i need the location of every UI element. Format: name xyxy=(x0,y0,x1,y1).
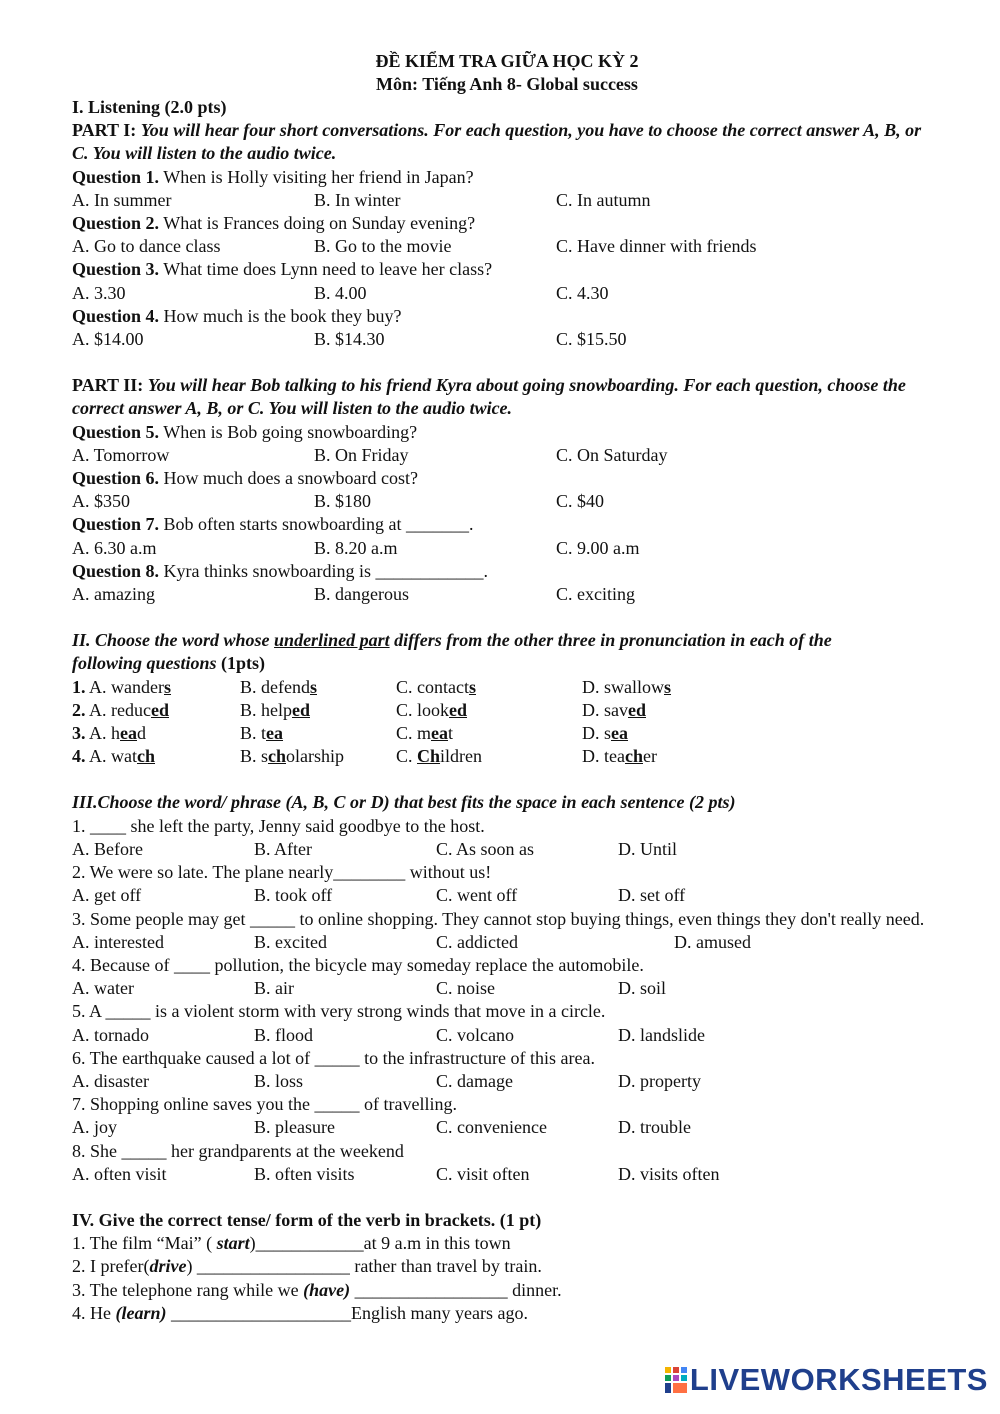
pronunciation-row xyxy=(72,745,942,768)
option-d[interactable]: D. soil xyxy=(618,978,667,999)
option-c[interactable]: C. addicted xyxy=(436,931,518,952)
option-b[interactable]: B. 8.20 a.m xyxy=(314,537,398,558)
option-c[interactable]: C. visit often xyxy=(436,1163,530,1184)
option-b[interactable]: B. $180 xyxy=(314,491,372,512)
option-c[interactable]: C. 9.00 a.m xyxy=(556,537,640,558)
option-a[interactable]: 2. A. reduced xyxy=(72,699,169,720)
option-a[interactable]: A. $350 xyxy=(72,491,130,512)
logo-text: LIVEWORKSHEETS xyxy=(689,1362,988,1397)
option-c[interactable]: C. convenience xyxy=(436,1117,547,1138)
vocab-question-2: 2. We were so late. The plane nearly________ without us! xyxy=(72,862,492,883)
verb-item-1: 1. The film “Mai” ( start)____________at 9 a.m in this town xyxy=(72,1233,511,1254)
question-6: Question 6. How much does a snowboard cost? xyxy=(72,468,418,489)
option-a[interactable]: A. $14.00 xyxy=(72,329,144,350)
answer-blank[interactable]: )____________at 9 a.m in this town xyxy=(249,1233,511,1254)
option-b[interactable]: B. On Friday xyxy=(314,444,409,465)
option-c[interactable]: C. In autumn xyxy=(556,189,651,210)
option-b[interactable]: B. flood xyxy=(254,1024,314,1045)
option-b[interactable]: B. took off xyxy=(254,885,333,906)
option-c[interactable]: C. On Saturday xyxy=(556,444,668,465)
option-a[interactable]: A. Go to dance class xyxy=(72,236,221,257)
option-a[interactable]: A. joy xyxy=(72,1117,117,1138)
pronunciation-row xyxy=(72,676,942,699)
option-a[interactable]: A. amazing xyxy=(72,584,155,605)
vocab-question-1: 1. ____ she left the party, Jenny said goodbye to the host. xyxy=(72,815,485,836)
worksheet xyxy=(72,50,942,1325)
option-a[interactable]: A. disaster xyxy=(72,1070,149,1091)
verb-item-4: 4. He (learn) ____________________English many years ago. xyxy=(72,1302,528,1323)
page-title: ĐỀ KIỂM TRA GIỮA HỌC KỲ 2 xyxy=(375,51,639,71)
option-d[interactable]: D. saved xyxy=(582,699,646,720)
verb-item-3: 3. The telephone rang while we (have) _________________ dinner. xyxy=(72,1279,562,1300)
spacer xyxy=(72,1186,942,1209)
vocab-question-1-options xyxy=(72,838,942,861)
option-d[interactable]: D. amused xyxy=(674,931,751,952)
part1-instruction: PART I: You will hear four short conversations. For each question, you have to choose the correct answer A, B, or C. You will listen to the audio twice. xyxy=(72,120,922,164)
option-c[interactable]: C. As soon as xyxy=(436,838,535,859)
vocab-question-8: 8. She _____ her grandparents at the weekend xyxy=(72,1140,404,1161)
option-a[interactable]: A. In summer xyxy=(72,189,172,210)
option-c[interactable]: C. contacts xyxy=(396,676,476,697)
vocab-question-5-options xyxy=(72,1024,942,1047)
question-7: Question 7. Bob often starts snowboarding at _______. xyxy=(72,514,474,535)
part2-instruction: PART II: You will hear Bob talking to his friend Kyra about going snowboarding. For each question, choose the correct answer A, B, or C. You will listen to the audio twice. xyxy=(72,375,906,419)
question-2-options xyxy=(72,235,942,258)
option-c[interactable]: C. Children xyxy=(396,746,483,767)
option-a[interactable]: 1. A. wanders xyxy=(72,676,172,697)
vocab-question-7: 7. Shopping online saves you the _____ of travelling. xyxy=(72,1094,457,1115)
vocab-question-4: 4. Because of ____ pollution, the bicycle may someday replace the automobile. xyxy=(72,954,644,975)
option-a[interactable]: A. interested xyxy=(72,931,164,952)
pronunciation-row xyxy=(72,722,942,745)
spacer xyxy=(72,351,942,374)
question-5: Question 5. When is Bob going snowboarding? xyxy=(72,421,418,442)
option-b[interactable]: B. 4.00 xyxy=(314,282,367,303)
spacer xyxy=(72,606,942,629)
option-b[interactable]: B. After xyxy=(254,838,312,859)
option-a[interactable]: A. often visit xyxy=(72,1163,167,1184)
option-c[interactable]: C. volcano xyxy=(436,1024,514,1045)
option-a[interactable]: 3. A. head xyxy=(72,723,147,744)
vocab-question-4-options xyxy=(72,977,942,1000)
answer-blank[interactable]: ____________________English many years ago. xyxy=(166,1302,528,1323)
option-a[interactable]: A. 6.30 a.m xyxy=(72,537,157,558)
option-b[interactable]: B. In winter xyxy=(314,189,401,210)
option-a[interactable]: A. 3.30 xyxy=(72,282,126,303)
option-d[interactable]: D. visits often xyxy=(618,1163,720,1184)
option-b[interactable]: B. often visits xyxy=(254,1163,355,1184)
option-b[interactable]: B. scholarship xyxy=(240,746,345,767)
vocab-question-6-options xyxy=(72,1070,942,1093)
option-c[interactable]: C. went off xyxy=(436,885,518,906)
option-d[interactable]: D. trouble xyxy=(618,1117,691,1138)
option-c[interactable]: C. $15.50 xyxy=(556,329,627,350)
option-b[interactable]: B. $14.30 xyxy=(314,329,385,350)
option-a[interactable]: A. Before xyxy=(72,838,143,859)
option-c[interactable]: C. looked xyxy=(396,699,468,720)
question-3-options xyxy=(72,282,942,305)
liveworksheets-icon xyxy=(664,1365,688,1395)
vocab-question-3: 3. Some people may get _____ to online shopping. They cannot stop buying things, even things they don't really need. xyxy=(72,908,925,929)
vocab-question-6: 6. The earthquake caused a lot of _____ to the infrastructure of this area. xyxy=(72,1047,595,1068)
section-pronunciation-heading-line2: following questions (1pts) xyxy=(72,653,266,674)
section-vocabulary-heading: III.Choose the word/ phrase (A, B, C or D) that best fits the space in each sentence (2 pts) xyxy=(72,792,736,813)
option-b[interactable]: B. defends xyxy=(240,676,317,697)
question-8-options xyxy=(72,583,942,606)
vocab-question-5: 5. A _____ is a violent storm with very strong winds that move in a circle. xyxy=(72,1001,606,1022)
option-a[interactable]: 4. A. watch xyxy=(72,746,156,767)
liveworksheets-logo[interactable] xyxy=(664,1362,988,1398)
question-1: Question 1. When is Holly visiting her friend in Japan? xyxy=(72,166,474,187)
option-a[interactable]: A. tornado xyxy=(72,1024,149,1045)
spacer xyxy=(72,768,942,791)
section-listening-heading: I. Listening (2.0 pts) xyxy=(72,97,227,117)
option-d[interactable]: D. sea xyxy=(582,723,629,744)
section-pronunciation-heading: II. Choose the word whose underlined part differs from the other three in pronunciation in each of the xyxy=(72,630,832,651)
answer-blank[interactable]: ) _________________ rather than travel by train. xyxy=(186,1256,542,1277)
option-b[interactable]: B. excited xyxy=(254,931,327,952)
question-8: Question 8. Kyra thinks snowboarding is ____________. xyxy=(72,560,488,581)
vocab-question-8-options xyxy=(72,1163,942,1186)
question-7-options xyxy=(72,537,942,560)
option-c[interactable]: C. damage xyxy=(436,1070,513,1091)
option-a[interactable]: A. get off xyxy=(72,885,142,906)
option-c[interactable]: C. Have dinner with friends xyxy=(556,236,757,257)
question-4: Question 4. How much is the book they buy? xyxy=(72,305,402,326)
option-c[interactable]: C. 4.30 xyxy=(556,282,609,303)
section-verbs-heading: IV. Give the correct tense/ form of the verb in brackets. (1 pt) xyxy=(72,1209,542,1230)
option-b[interactable]: B. air xyxy=(254,978,294,999)
verb-item-2: 2. I prefer(drive) _________________ rather than travel by train. xyxy=(72,1256,542,1277)
option-d[interactable]: D. property xyxy=(618,1070,701,1091)
question-2: Question 2. What is Frances doing on Sunday evening? xyxy=(72,213,476,234)
vocab-question-7-options xyxy=(72,1116,942,1139)
option-d[interactable]: D. swallows xyxy=(582,676,672,697)
option-d[interactable]: D. Until xyxy=(618,838,678,859)
option-d[interactable]: D. teacher xyxy=(582,746,657,767)
page-subtitle: Môn: Tiếng Anh 8- Global success xyxy=(376,74,638,94)
option-c[interactable]: C. noise xyxy=(436,978,496,999)
option-b[interactable]: B. pleasure xyxy=(254,1117,335,1138)
question-5-options xyxy=(72,444,942,467)
vocab-question-2-options xyxy=(72,884,942,907)
option-c[interactable]: C. $40 xyxy=(556,491,605,512)
option-b[interactable]: B. helped xyxy=(240,699,310,720)
option-b[interactable]: B. tea xyxy=(240,723,284,744)
question-4-options xyxy=(72,328,942,351)
option-c[interactable]: C. exciting xyxy=(556,584,635,605)
question-3: Question 3. What time does Lynn need to leave her class? xyxy=(72,259,493,280)
option-a[interactable]: A. Tomorrow xyxy=(72,444,170,465)
option-b[interactable]: B. Go to the movie xyxy=(314,236,452,257)
vocab-question-3-options xyxy=(72,931,942,954)
option-a[interactable]: A. water xyxy=(72,978,134,999)
question-1-options xyxy=(72,189,942,212)
option-b[interactable]: B. dangerous xyxy=(314,584,409,605)
pronunciation-row xyxy=(72,699,942,722)
answer-blank[interactable]: _________________ dinner. xyxy=(350,1279,562,1300)
option-b[interactable]: B. loss xyxy=(254,1070,304,1091)
option-c[interactable]: C. meat xyxy=(396,723,454,744)
option-d[interactable]: D. landslide xyxy=(618,1024,705,1045)
option-d[interactable]: D. set off xyxy=(618,885,686,906)
question-6-options xyxy=(72,490,942,513)
